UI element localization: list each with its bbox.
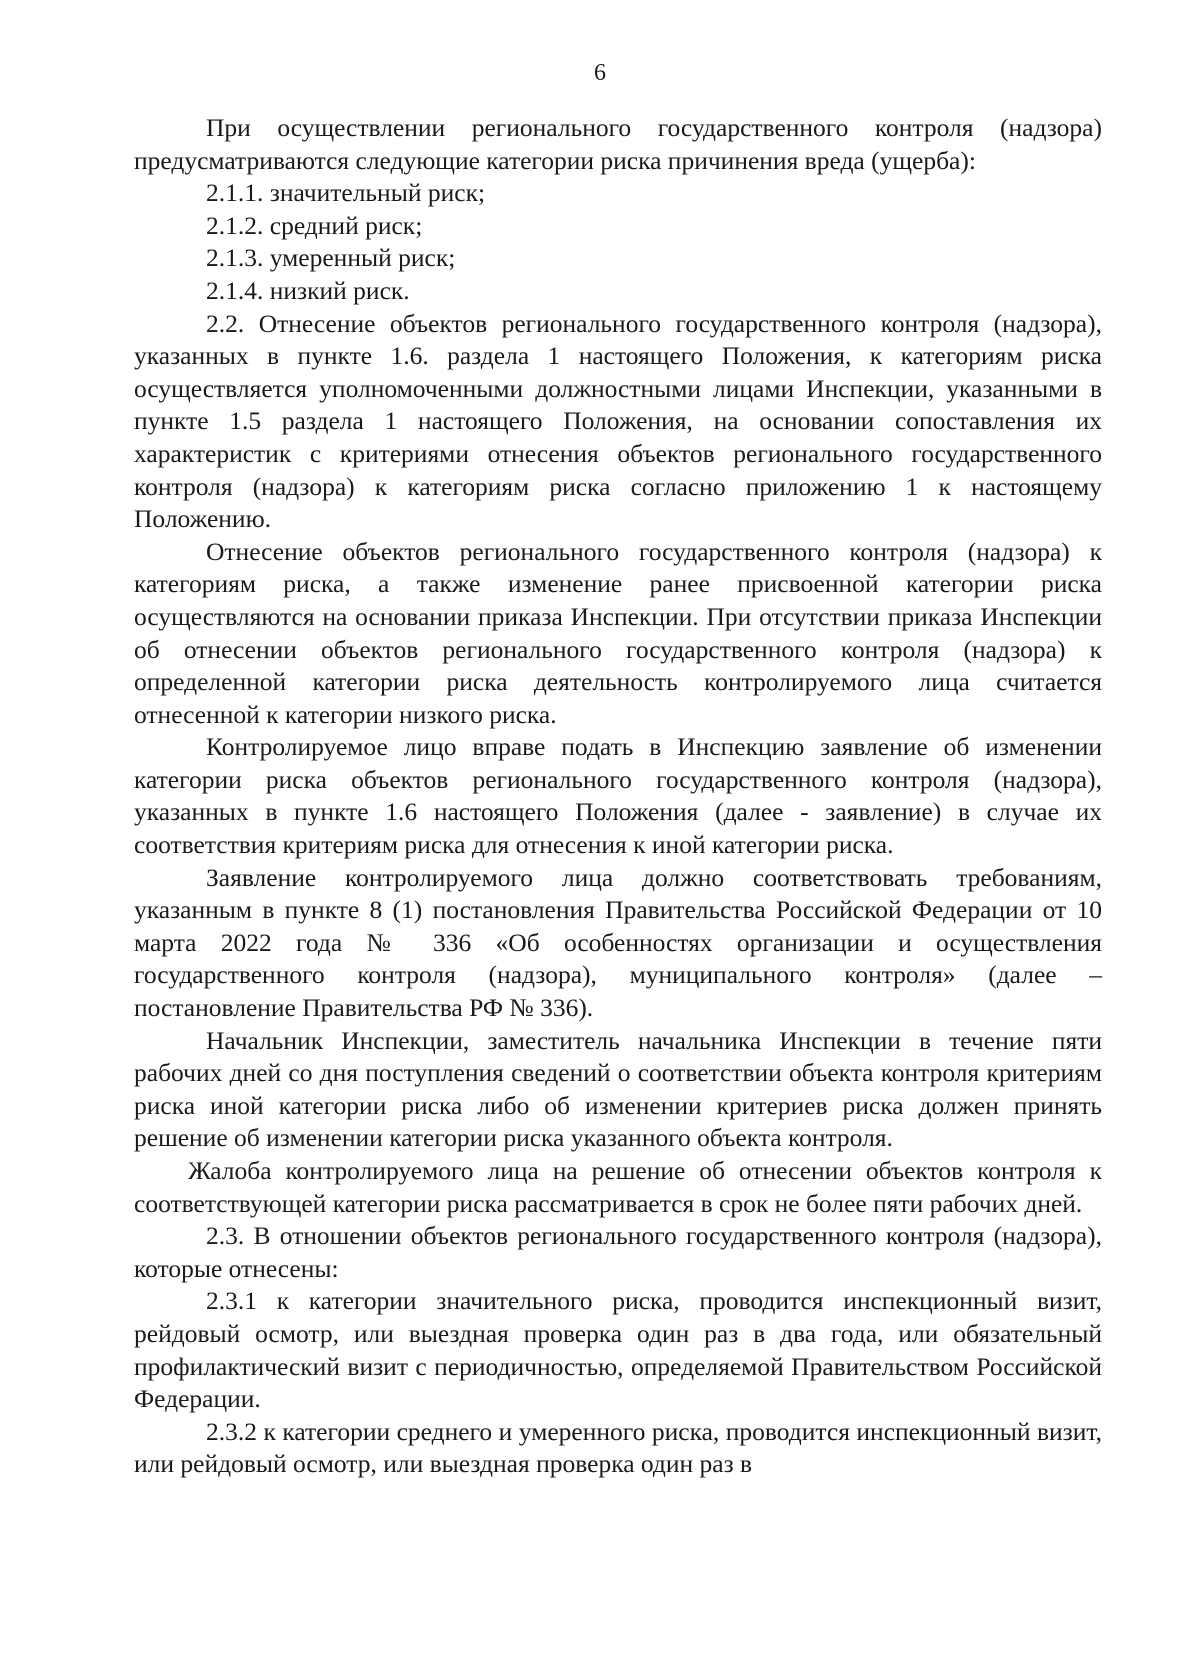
paragraph-statement-requirements: Заявление контролируемого лица должно соответствовать требованиям, указанным в пункте 8 (1) постановления Правительства Российской Федерации от 10 марта 2022 года № 336 «Об особенностях организации и осуществления государственного контроля (надзора), муниципального контроля» (далее – постановление Правительства РФ № 336). — [134, 862, 1102, 1023]
paragraph-2-3: 2.3. В отношении объектов регионального государственного контроля (надзора), которые отнесены: — [134, 1221, 1102, 1283]
paragraph-2-2: 2.2. Отнесение объектов регионального государственного контроля (надзора), указанных в пункте 1.6. раздела 1 настоящего Положения, к категориям риска осуществляется уполномоченными должностными лицами Инспекции, указанными в пункте 1.5 раздела 1 настоящего Положения, на основании сопоставления их характеристик с критериями отнесения объектов регионального государственного контроля (надзора) к категориям риска согласно приложению 1 к настоящему Положению. — [134, 308, 1102, 534]
list-item-2-1-3: 2.1.3. умеренный риск; — [206, 243, 456, 273]
paragraph-risk-assignment: Отнесение объектов регионального государственного контроля (надзора) к категориям риска, а также изменение ранее присвоенной категории риска осуществляются на основании приказа Инспекции. При отсутствии приказа Инспекции об отнесении объектов регионального государственного контроля (надзора) к определенной категории риска деятельность контролируемого лица считается отнесенной к категории низкого риска. — [134, 536, 1102, 729]
paragraph-intro: При осуществлении регионального государственного контроля (надзора) предусматриваются следующие категории риска причинения вреда (ущерба): — [134, 113, 1102, 175]
list-item-2-1-2: 2.1.2. средний риск; — [206, 210, 423, 240]
paragraph-application: Контролируемое лицо вправе подать в Инспекцию заявление об изменении категории риска объектов регионального государственного контроля (надзора), указанных в пункте 1.6 настоящего Положения (далее - заявление) в случае их соответствия критериям риска для отнесения к иной категории риска. — [134, 732, 1102, 860]
paragraph-2-3-1: 2.3.1 к категории значительного риска, проводится инспекционный визит, рейдовый осмотр, или выездная проверка один раз в два года, или обязательный профилактический визит с периодичностью, определяемой Правительством Российской Федерации. — [134, 1286, 1102, 1414]
paragraph-complaint: Жалоба контролируемого лица на решение об отнесении объектов контроля к соответствующей категории риска рассматривается в срок не более пяти рабочих дней. — [134, 1156, 1102, 1218]
document-body — [134, 112, 1102, 1481]
paragraph-2-3-2: 2.3.2 к категории среднего и умеренного риска, проводится инспекционный визит, или рейдовый осмотр, или выездная проверка один раз в — [134, 1416, 1102, 1479]
list-item-2-1-1: 2.1.1. значительный риск; — [206, 178, 486, 208]
paragraph-head-decision: Начальник Инспекции, заместитель начальника Инспекции в течение пяти рабочих дней со дня поступления сведений о соответствии объекта контроля критериям риска иной категории риска либо об изменении критериев риска должен принять решение об изменении категории риска указанного объекта контроля. — [134, 1025, 1102, 1153]
list-item-2-1-4: 2.1.4. низкий риск. — [206, 275, 410, 305]
page-number: 6 — [594, 60, 606, 86]
